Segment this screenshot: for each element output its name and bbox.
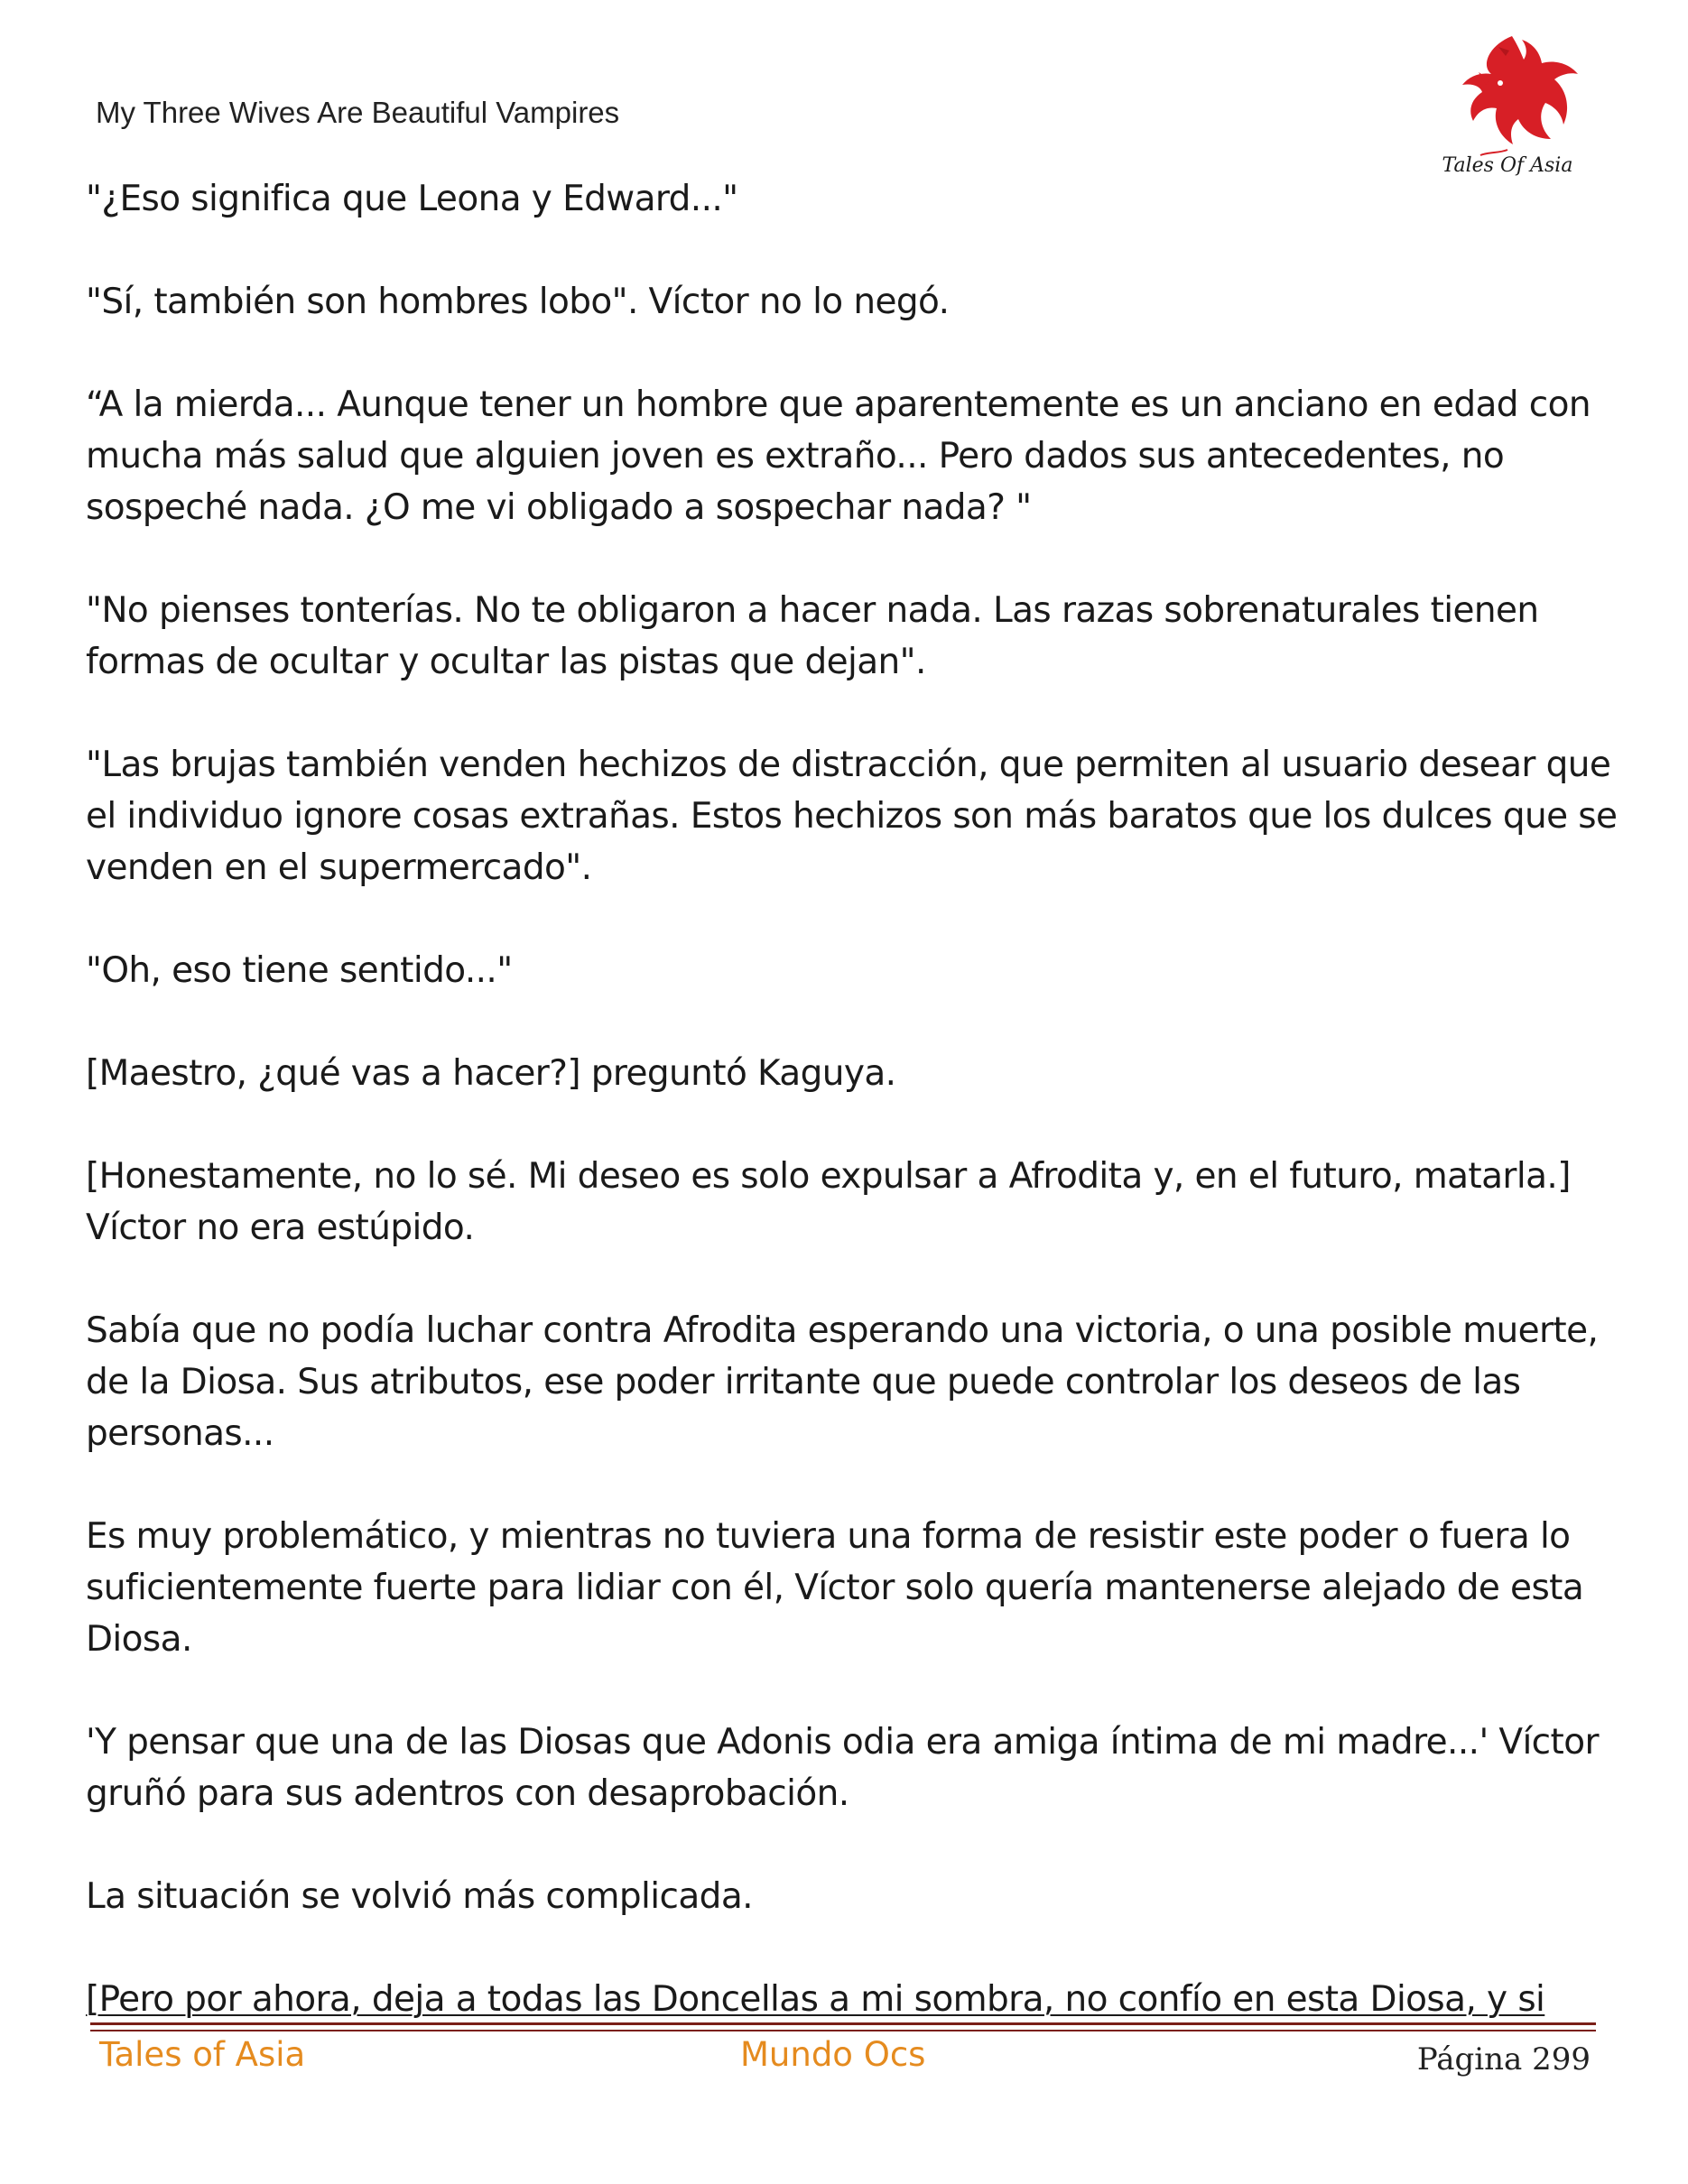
paragraph: "Las brujas también venden hechizos de distracción, que permiten al usuario desear que el individuo ignore cosas extrañas. Estos hechizos son más baratos que los dulces que se venden en el supermercado". — [86, 745, 1618, 888]
paragraph: "Sí, también son hombres lobo". Víctor no lo negó. — [86, 282, 950, 322]
logo-text: Tales Of Asia — [1442, 154, 1573, 177]
paragraph: [Pero por ahora, deja a todas las Doncellas a mi sombra, no confío en esta Diosa, y si — [86, 1979, 1545, 2020]
paragraph: [Maestro, ¿qué vas a hacer?] preguntó Kaguya. — [86, 1053, 896, 1094]
paragraph: "¿Eso significa que Leona y Edward..." — [86, 179, 738, 219]
footer-publisher: Tales of Asia — [99, 2035, 306, 2074]
paragraph: [Honestamente, no lo sé. Mi deseo es solo expulsar a Afrodita y, en el futuro, matarla.] Víctor no era estúpido. — [86, 1156, 1571, 1248]
paragraph: Sabía que no podía luchar contra Afrodita esperando una victoria, o una posible muerte, de la Diosa. Sus atributos, ese poder irritante que puede controlar los deseos de las personas... — [86, 1310, 1599, 1454]
page-body — [86, 173, 1620, 2077]
paragraph: "No pienses tonterías. No te obligaron a hacer nada. Las razas sobrenaturales tienen formas de ocultar y ocultar las pistas que dejan". — [86, 590, 1539, 682]
paragraph: 'Y pensar que una de las Diosas que Adonis odia era amiga íntima de mi madre...' Víctor gruñó para sus adentros con desaprobación. — [86, 1722, 1599, 1814]
dragon-icon — [1426, 20, 1589, 182]
paragraph: “A la mierda... Aunque tener un hombre que aparentemente es un anciano en edad con mucha más salud que alguien joven es extraño... Pero dados sus antecedentes, no sospeché nada. ¿O me vi obligado a sospechar nada? " — [86, 384, 1591, 528]
footer-section: Mundo Ocs — [740, 2035, 926, 2074]
paragraph: "Oh, eso tiene sentido..." — [86, 950, 513, 991]
footer-divider — [90, 2030, 1596, 2031]
page-number: Página 299 — [1416, 2041, 1591, 2078]
book-title: My Three Wives Are Beautiful Vampires — [96, 96, 620, 129]
paragraph: La situación se volvió más complicada. — [86, 1876, 753, 1917]
paragraph: Es muy problemático, y mientras no tuviera una forma de resistir este poder o fuera lo suficientemente fuerte para lidiar con él, Víctor solo quería mantenerse alejado de esta Diosa. — [86, 1516, 1584, 1660]
dragon-logo — [1426, 20, 1589, 182]
footer-divider — [90, 2022, 1596, 2025]
